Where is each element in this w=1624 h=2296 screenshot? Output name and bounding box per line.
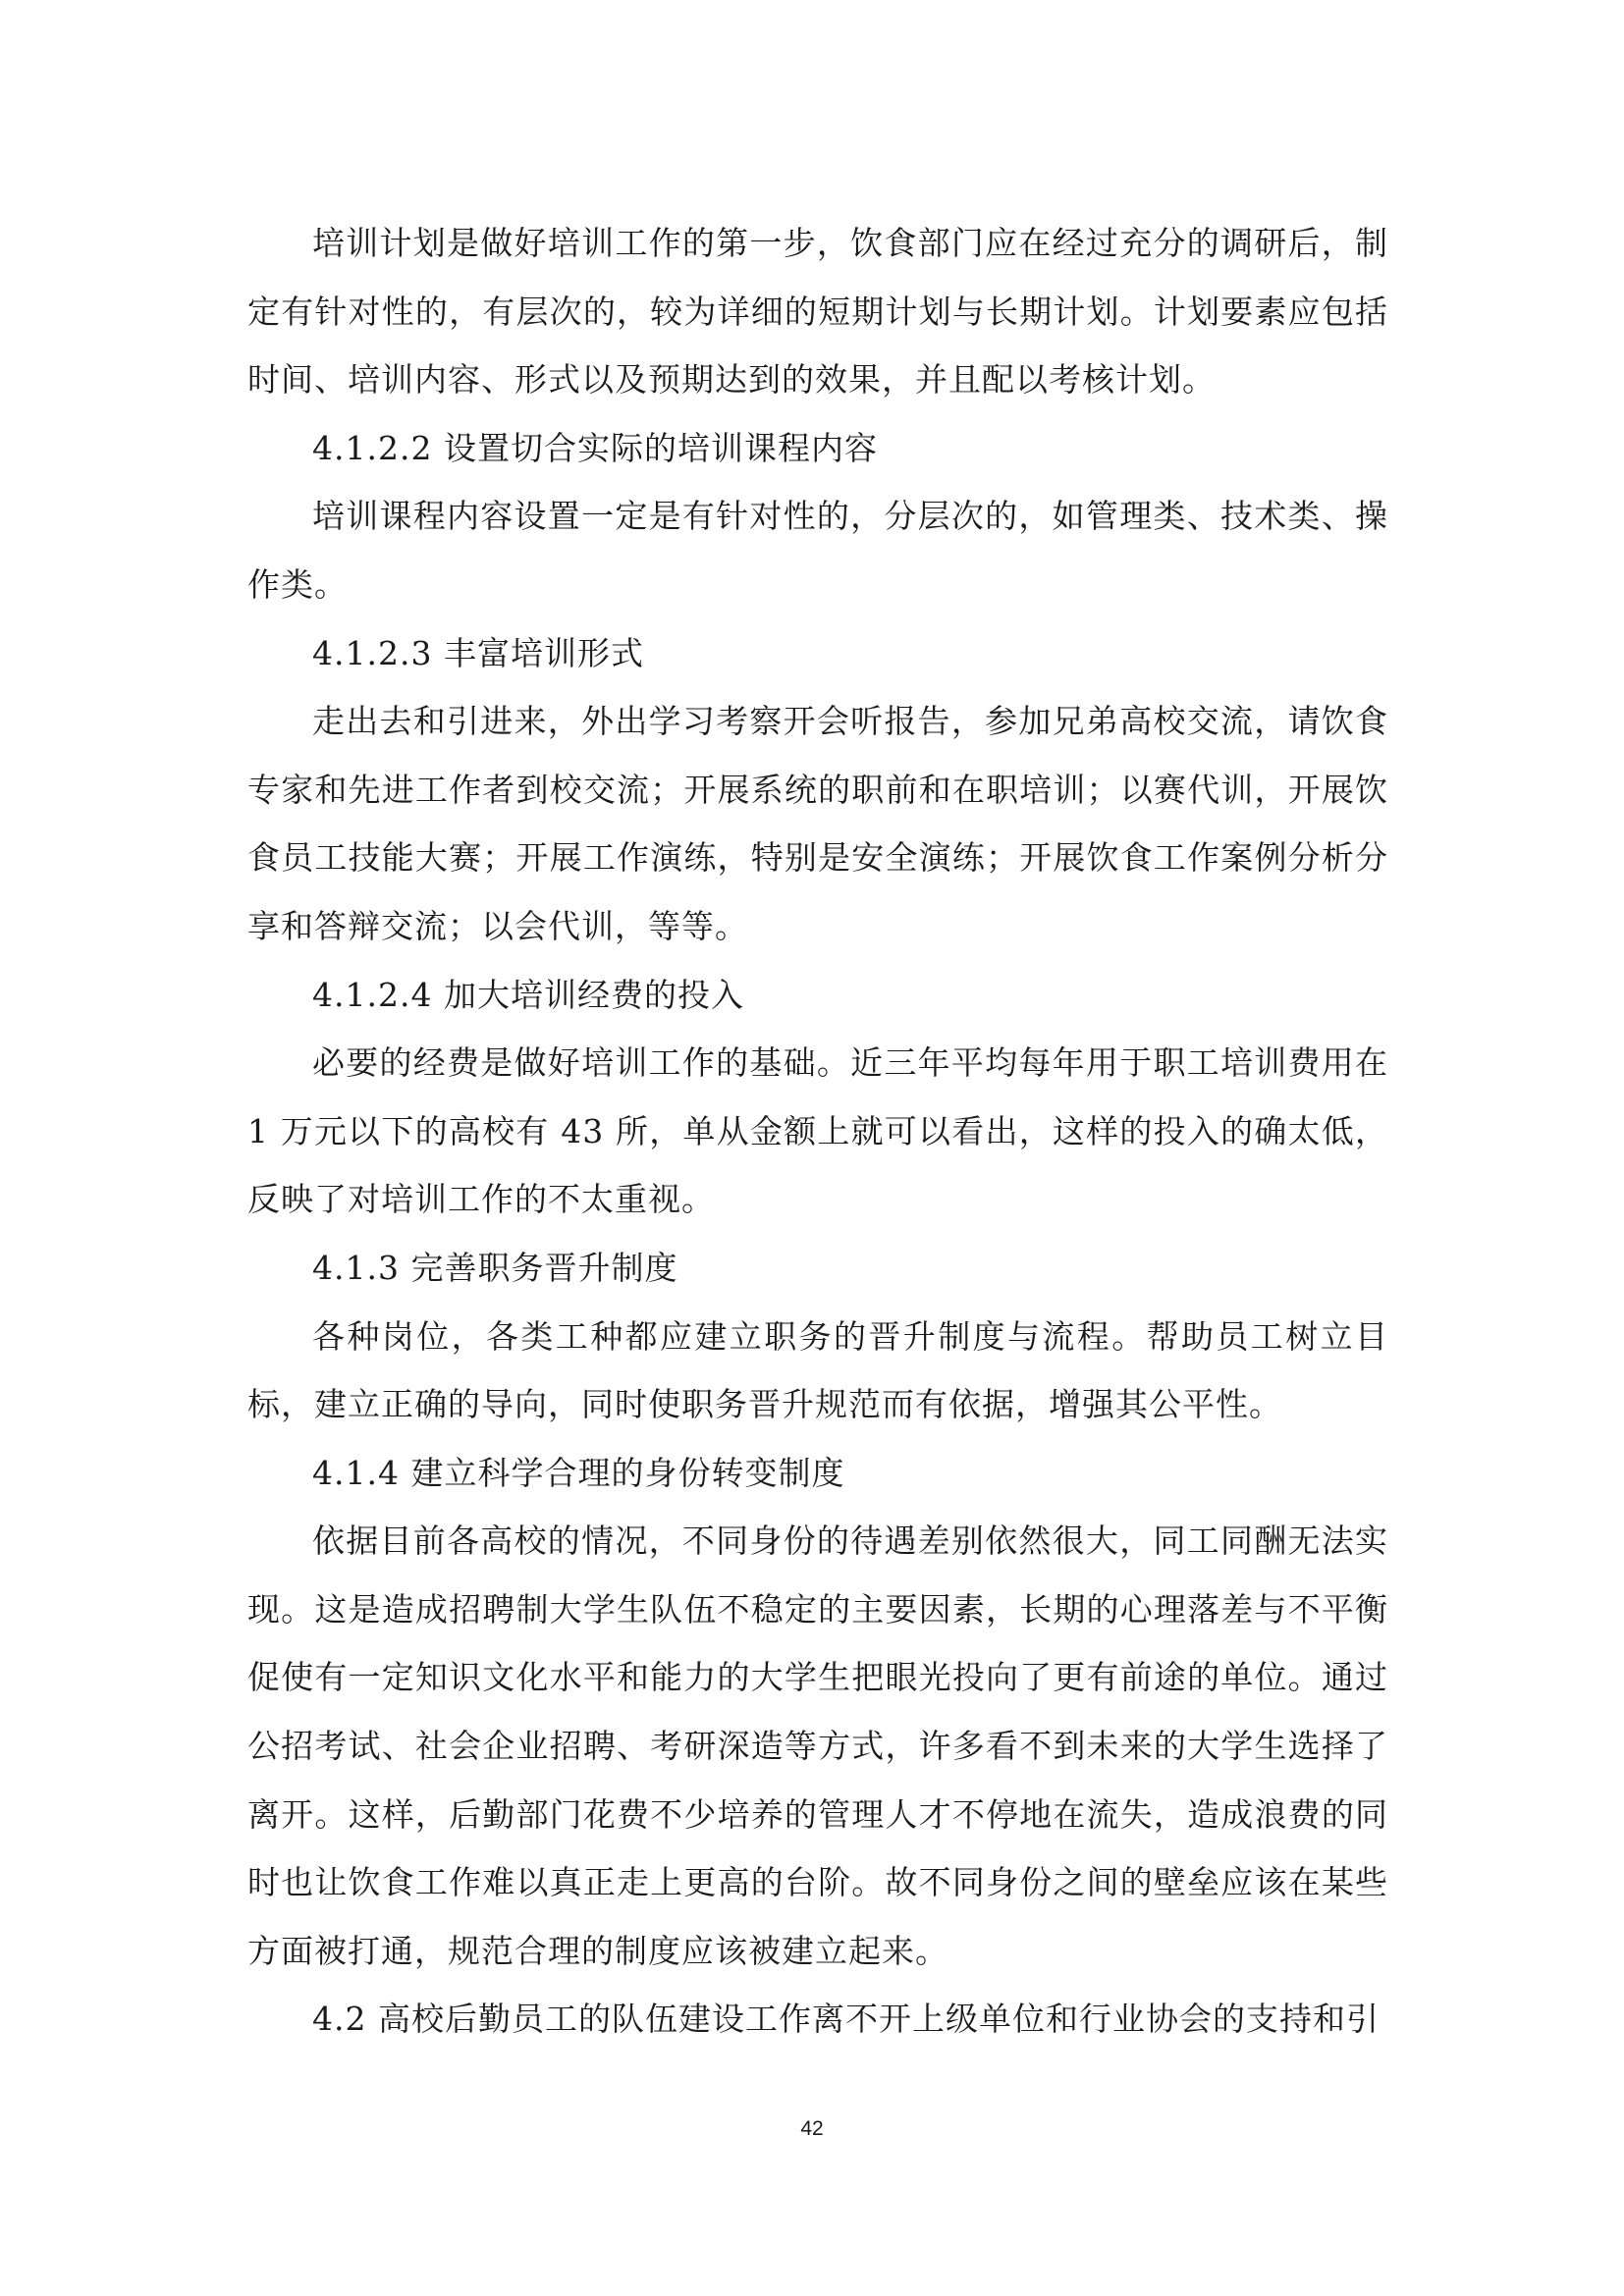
heading-4-1-3: 4.1.3 完善职务晋升制度 <box>312 1248 678 1287</box>
paragraph-training-forms: 走出去和引进来，外出学习考察开会听报告，参加兄弟高校交流，请饮食专家和先进工作者到校交流；开展系统的职前和在职培训；以赛代训，开展饮食员工技能大赛；开展工作演练，特别是安全演练；开展饮食工作案例分析分享和答辩交流；以会代训，等等。 <box>247 702 1388 945</box>
document-body <box>247 209 1388 2054</box>
heading-4-1-2-3: 4.1.2.3 丰富培训形式 <box>312 633 644 672</box>
paragraph-training-funds: 必要的经费是做好培训工作的基础。近三年平均每年用于职工培训费用在 1 万元以下的高校有 43 所，单从金额上就可以看出，这样的投入的确太低，反映了对培训工作的不太重视。 <box>247 1043 1388 1219</box>
heading-4-1-2-2: 4.1.2.2 设置切合实际的培训课程内容 <box>312 428 878 467</box>
paragraph-promotion-system: 各种岗位，各类工种都应建立职务的晋升制度与流程。帮助员工树立目标，建立正确的导向，同时使职务晋升规范而有依据，增强其公平性。 <box>247 1316 1388 1424</box>
page-number: 42 <box>800 2117 824 2140</box>
heading-4-1-2-4: 4.1.2.4 加大培训经费的投入 <box>312 975 744 1014</box>
paragraph-identity-transition: 依据目前各高校的情况，不同身份的待遇差别依然很大，同工同酬无法实现。这是造成招聘制大学生队伍不稳定的主要因素，长期的心理落差与不平衡促使有一定知识文化水平和能力的大学生把眼光投向了更有前途的单位。通过公招考试、社会企业招聘、考研深造等方式，许多看不到未来的大学生选择了离开。这样，后勤部门花费不少培养的管理人才不停地在流失，造成浪费的同时也让饮食工作难以真正走上更高的台阶。故不同身份之间的壁垒应该在某些方面被打通，规范合理的制度应该被建立起来。 <box>247 1522 1388 1970</box>
paragraph-course-content: 培训课程内容设置一定是有针对性的，分层次的，如管理类、技术类、操作类。 <box>247 497 1388 604</box>
heading-4-1-4: 4.1.4 建立科学合理的身份转变制度 <box>312 1453 845 1492</box>
paragraph-section-4-2: 4.2 高校后勤员工的队伍建设工作离不开上级单位和行业协会的支持和引 <box>312 2000 1380 2039</box>
paragraph-training-plan: 培训计划是做好培训工作的第一步，饮食部门应在经过充分的调研后，制定有针对性的，有层次的，较为详细的短期计划与长期计划。计划要素应包括时间、培训内容、形式以及预期达到的效果，并且配以考核计划。 <box>247 224 1388 400</box>
